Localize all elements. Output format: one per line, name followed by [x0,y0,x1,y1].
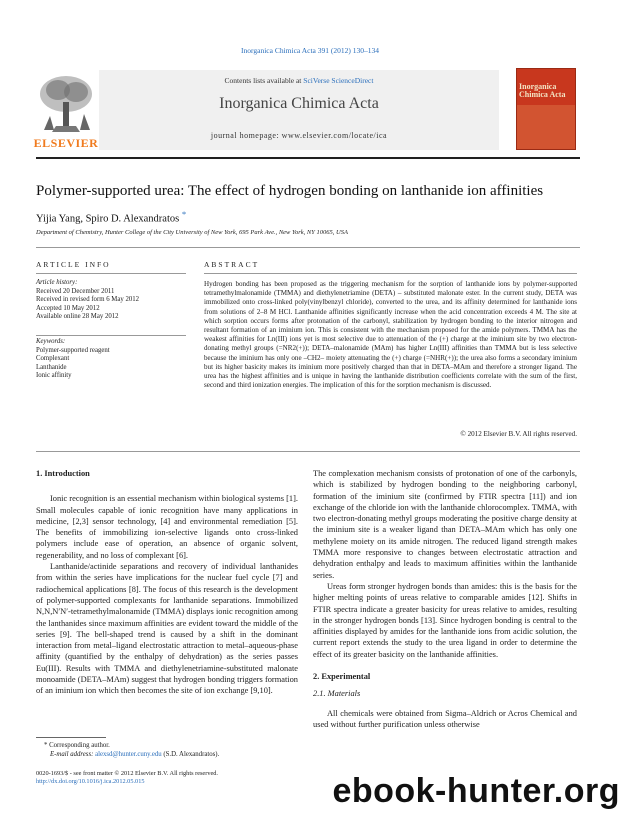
elsevier-wordmark: ELSEVIER [33,136,99,150]
journal-title: Inorganica Chimica Acta [219,95,379,112]
copyright-notice: © 2012 Elsevier B.V. All rights reserved. [460,430,577,438]
corresponding-author-note: * Corresponding author. [44,742,110,749]
history-item: Received 20 December 2011 [36,287,115,295]
email-suffix: (S.D. Alexandratos). [161,751,220,758]
history-item: Received in revised form 6 May 2012 [36,296,140,304]
contents-prefix: Contents lists available at [224,76,304,85]
elsevier-tree-logo [36,72,96,136]
keyword-item: Complexant [36,355,70,363]
authors: Yijia Yang, Spiro D. Alexandratos [36,213,180,225]
abstract-text: Hydrogen bonding has been proposed as the triggering mechanism for the sorption of lanthanide ions by polymer-supported tetramethylmalonamide (TMMA) and diethylenetriamine (DETA) – substituted malonate ester. In the current study, DETA was immobilized onto cross-linked poly(vinylbenzyl chloride), converted to the urea, and its affinity determined for lanthanide ions from solutions of 2–8 M HCl. Lanthanide affinities significantly increase when the acid concentration exceeds 4 M. The site at which sorption occurs forms after protonation of the carbonyl, stabilization by hydrogen bonding to the interior nitrogen and resultant formation of an iminium ion. This is consistent with the mechanism proposed for the amide polymers. TMMA has the weakest affinities for Ln(III) ions yet is most selective due to attenuation of the (+) charge at the iminium site by two electron-donating methyl groups (=NR2(+)); DETA–malonamide (MAm) has higher Ln(III) affinities than TMMA but is less selective because the iminium has only one –CH2– moiety attenuating the (+) charge (=NHR(+)); the urea also forms a secondary iminium but its higher basicity makes its iminium more positively charged than that in DETA–MAm and therefore a stronger ligand. The urea has the highest affinities and is unique in having the lanthanide distribution coefficients correlate with the sum of the first, second and third ionization energies. The implication of this for the sorption mechanism is discussed. [204,280,577,390]
paragraph: The complexation mechanism consists of protonation of one of the carbonyls, which is stabilized by hydrogen bonding to the neighboring carbonyl, formation of the iminium site (confirmed by FTIR spectra [11]) and ion exchange of the chloride ion with the lanthanide chlorocomplex. TMMA, with two electron-donating methyl groups moderating the positive charge density at the iminium site is a weaker ligand than DETA–MAm which has only one methylene moiety on its amide nitrogen. The reduced ligand strength makes TMMA more responsive to changes between electrostatic attraction and dehydration enthalpy and leads to maximum affinities within the lanthanide series. [313,469,577,580]
keywords [36,338,196,381]
journal-homepage[interactable]: journal homepage: www.elsevier.com/locate/ica [210,131,388,140]
materials-heading: 2.1. Materials [313,689,361,699]
keyword-item: Lanthanide [36,363,67,371]
cover-title: Inorganica Chimica Acta [519,82,566,99]
right-column [313,468,577,730]
header-rule [36,157,580,159]
contents-line [99,76,499,85]
history-item: Accepted 10 May 2012 [36,304,100,312]
history-item: Available online 28 May 2012 [36,313,119,321]
issn-line: 0020-1693/$ - see front matter © 2012 Elsevier B.V. All rights reserved. [36,770,218,777]
journal-reference[interactable]: Inorganica Chimica Acta 391 (2012) 130–134 [241,46,379,55]
article-info-heading: ARTICLE INFO [36,260,111,269]
email-link[interactable]: alexsd@hunter.cuny.edu [95,751,162,758]
sciencedirect-link[interactable]: SciVerse ScienceDirect [303,76,374,85]
footnote-rule [36,737,106,738]
intro-heading: 1. Introduction [36,469,90,478]
abstract-heading: ABSTRACT [204,260,260,269]
article-history [36,279,196,322]
abstract-rule [204,273,577,274]
keywords-label: Keywords: [36,338,66,345]
experimental-heading: 2. Experimental [313,672,371,682]
paragraph: Ionic recognition is an essential mechanism within biological systems [1]. Small molecules capable of ionic recognition have many applications in medicine, [2,3] sensor technology, [4] and environmental remediation [5]. The benefits of immobilizing ion-selective ligands onto cross-linked polymers include ease of operation, an absence of organic solvent, regenerability, and no loss of complexant [6]. [36,494,298,560]
cover-band [517,105,575,149]
abstract-bottom-rule [36,451,580,452]
corresponding-author-mark[interactable]: * [181,209,187,219]
paragraph: Lanthanide/actinide separations and recovery of individual lanthanides from within the series have implications for the nuclear fuel cycle [7] and radiochemical applications [8]. The focus of this research is the development of polymer-supported complexants for lanthanide separations. Immobilized N,N,N′N′-tetramethylmalonamide (TMMA) displays ionic recognition among the lanthanides since maximum affinities are evident toward the middle of the series [9]. The bell-shaped trend is caused by a shift in the dominant interaction from metal–ligand electrostatic attraction to metal–aqueous-phase affinity (quantified by the enthalpy of dehydration) as the series passes Eu(III). Results with TMMA and diethylenetriamine-substituted malonate monoamide (DETA–MAm) suggest that hydrogen bonding triggers formation of an iminium ion which then becomes the site of ion exchange [9,10]. [36,562,298,696]
keywords-rule [36,335,186,336]
affiliation: Department of Chemistry, Hunter College of the City University of New York, 695 Park Ave., New York, NY 10065, USA [36,229,348,236]
keyword-item: Polymer-supported reagent [36,346,110,354]
author-line [36,209,186,225]
journal-cover-thumbnail[interactable] [516,68,576,150]
doi-link[interactable]: http://dx.doi.org/10.1016/j.ica.2012.05.015 [36,778,145,786]
paragraph: Ureas form stronger hydrogen bonds than amides: this is the basis for the higher melting points of ureas relative to comparable amides [12]. Shifts in FTIR spectra indicate a greater basicity for ureas relative to amides, resulting in the stronger hydrogen bonds [13]. Since hydrogen bonding is central to the affinities displayed by amides for the lanthanide ions from acidic solution, the current report extends the study to the urea ligand in order to determine the effect of its greater basicity on the lanthanide affinities. [313,581,577,659]
email-line [36,750,298,759]
affiliation-rule [36,247,580,248]
email-label: E-mail address: [50,751,96,758]
article-title: Polymer-supported urea: The effect of hydrogen bonding on lanthanide ion affinities [36,183,544,199]
paragraph: All chemicals were obtained from Sigma–Aldrich or Acros Chemical and used without further purification unless otherwise [313,708,577,729]
left-column [36,468,298,697]
watermark: ebook-hunter.org [332,772,620,810]
footnote [36,741,298,759]
article-info-rule [36,273,186,274]
keyword-item: Ionic affinity [36,372,72,380]
history-label: Article history: [36,279,78,286]
